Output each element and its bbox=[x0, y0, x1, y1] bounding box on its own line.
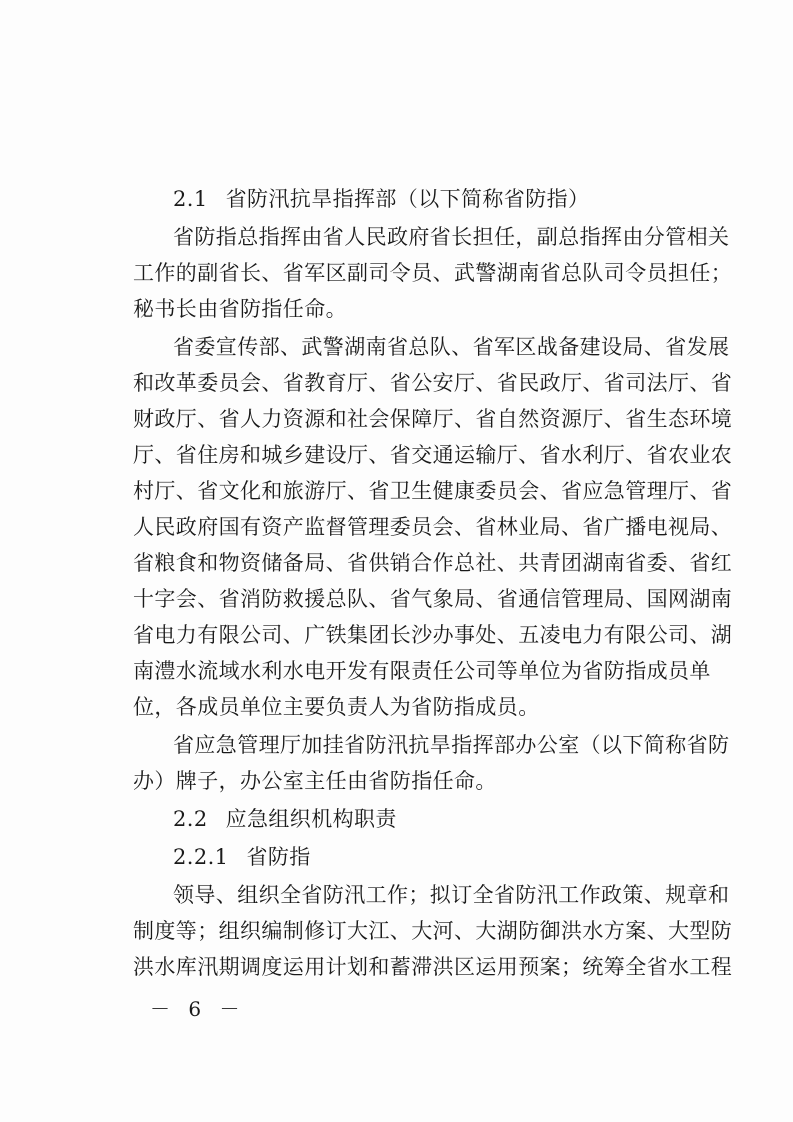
section-number: 2.2.1 bbox=[173, 845, 229, 869]
paragraph-line: 办）牌子，办公室主任由省防指任命。 bbox=[133, 769, 497, 793]
paragraph-line: 位，各成员单位主要负责人为省防指成员。 bbox=[133, 695, 540, 719]
paragraph-line: 人民政府国有资产监督管理委员会、省林业局、省广播电视局、 bbox=[133, 515, 733, 539]
paragraph-line: 秘书长由省防指任命。 bbox=[133, 297, 347, 321]
paragraph-line: 领导、组织全省防汛工作；拟订全省防汛工作政策、规章和 bbox=[173, 883, 730, 907]
paragraph-line: 制度等；组织编制修订大江、大河、大湖防御洪水方案、大型防 bbox=[133, 919, 733, 943]
paragraph-line: 南澧水流域水利水电开发有限责任公司等单位为省防指成员单 bbox=[133, 659, 711, 683]
section-heading-2-1 bbox=[173, 182, 589, 216]
paragraph-line: 厅、省住房和城乡建设厅、省交通运输厅、省水利厅、省农业农 bbox=[133, 443, 733, 467]
section-title: 省防指 bbox=[246, 845, 311, 869]
paragraph-line: 村厅、省文化和旅游厅、省卫生健康委员会、省应急管理厅、省 bbox=[133, 479, 733, 503]
section-title: 省防汛抗旱指挥部（以下简称省防指） bbox=[225, 187, 590, 211]
paragraph-line: 省应急管理厅加挂省防汛抗旱指挥部办公室（以下简称省防 bbox=[173, 733, 730, 757]
paragraph-line: 洪水库汛期调度运用计划和蓄滞洪区运用预案；统筹全省水工程 bbox=[133, 955, 733, 979]
paragraph-line: 省电力有限公司、广铁集团长沙办事处、五凌电力有限公司、湖 bbox=[133, 623, 733, 647]
section-title: 应急组织机构职责 bbox=[225, 807, 397, 831]
paragraph-line: 十字会、省消防救援总队、省气象局、省通信管理局、国网湖南 bbox=[133, 587, 733, 611]
paragraph-line: 和改革委员会、省教育厅、省公安厅、省民政厅、省司法厅、省 bbox=[133, 371, 733, 395]
section-heading-2-2-1 bbox=[173, 840, 311, 874]
paragraph-line: 省防指总指挥由省人民政府省长担任，副总指挥由分管相关 bbox=[173, 225, 730, 249]
page-number: － 6 － bbox=[150, 997, 246, 1021]
paragraph-line: 省粮食和物资储备局、省供销合作总社、共青团湖南省委、省红 bbox=[133, 551, 733, 575]
paragraph-line: 财政厅、省人力资源和社会保障厅、省自然资源厅、省生态环境 bbox=[133, 407, 733, 431]
paragraph-line: 省委宣传部、武警湖南省总队、省军区战备建设局、省发展 bbox=[173, 335, 730, 359]
section-number: 2.1 bbox=[173, 187, 208, 211]
section-heading-2-2 bbox=[173, 802, 397, 836]
section-number: 2.2 bbox=[173, 807, 208, 831]
paragraph-line: 工作的副省长、省军区副司令员、武警湖南省总队司令员担任； bbox=[133, 261, 733, 285]
